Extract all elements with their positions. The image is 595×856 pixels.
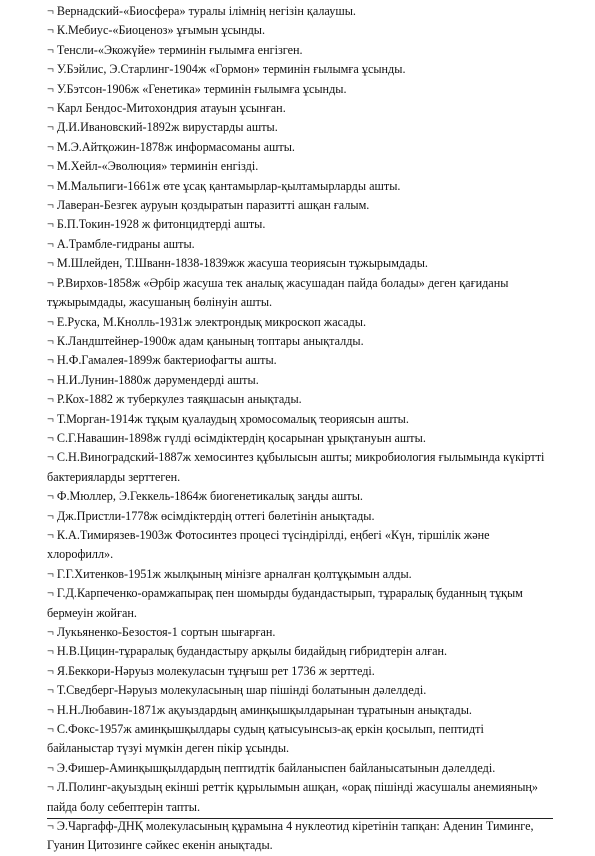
list-item-text: Р.Кох-1882 ж туберкулез таяқшасын анықтады. — [56, 392, 302, 407]
list-item — [47, 584, 551, 623]
list-item-text: Дж.Пристли-1778ж өсімдіктердің оттегі бөлетінін анықтады. — [56, 508, 375, 523]
list-item-text: К.Мебиус-«Биоценоз» ұғымын ұсынды. — [56, 23, 266, 38]
bullet-icon: ¬ — [47, 586, 54, 601]
list-item-text: К.А.Тимирязев-1903ж Фотосинтез процесі түсіндірілді, еңбегі «Күн, тіршілік және хлорофилл». — [47, 527, 490, 562]
list-item-text: Карл Бендос-Митохондрия атауын ұсынған. — [56, 101, 286, 116]
list-item-text: Лаверан-Безгек ауруын қоздыратын паразитті ашқан ғалым. — [56, 198, 370, 213]
bullet-icon: ¬ — [47, 353, 54, 368]
list-item — [47, 778, 551, 817]
list-item — [47, 99, 551, 118]
list-item — [47, 448, 551, 487]
list-item — [47, 118, 551, 137]
list-item-text: С.Фокс-1957ж аминқышқылдары судың қатысуынсыз-ақ еркін қосылып, пептидті байланыстар түзуі мүмкін деген пікір ұсынды. — [47, 722, 484, 756]
list-item-text: Б.П.Токин-1928 ж фитонцидтерді ашты. — [56, 217, 266, 232]
list-item-text: С.Г.Навашин-1898ж гүлді өсімдіктердің қосарынан ұрықтануын ашты. — [56, 430, 426, 445]
list-item-text: Т.Сведберг-Нәруыз молекуласының шар пішінді болатынын дәлелдеді. — [56, 683, 427, 698]
bullet-icon: ¬ — [47, 450, 54, 465]
bullet-icon: ¬ — [47, 256, 54, 271]
bullet-icon: ¬ — [47, 430, 54, 445]
bullet-icon: ¬ — [47, 566, 54, 581]
list-item-text: Лукьяненко-Безостоя-1 сортын шығарған. — [56, 625, 276, 639]
bullet-icon: ¬ — [47, 23, 54, 38]
list-item — [47, 720, 551, 759]
bullet-icon: ¬ — [47, 139, 54, 154]
bullet-icon: ¬ — [47, 120, 54, 135]
list-item — [47, 817, 551, 856]
list-item-text: У.Бэтсон-1906ж «Генетика» терминін ғылымға ұсынды. — [56, 81, 347, 96]
bullet-icon: ¬ — [47, 236, 54, 251]
bullet-icon: ¬ — [47, 159, 54, 174]
list-item-text: Н.Н.Любавин-1871ж ақуыздардың аминқышқылдарынан тұратынын анықтады. — [56, 702, 472, 717]
list-item-text: У.Бэйлис, Э.Старлинг-1904ж «Гормон» терминін ғылымға ұсынды. — [56, 62, 406, 77]
bullet-icon: ¬ — [47, 178, 54, 193]
bullet-icon: ¬ — [47, 42, 54, 57]
list-item-text: М.Мальпиги-1661ж өте ұсақ қантамырлар-қылтамырларды ашты. — [56, 178, 401, 193]
list-item-text: Г.Д.Карпеченко-орамжапырақ пен шомырды будандастырып, тұраралық буданның тұқым бермеуін жойған. — [47, 586, 523, 620]
list-item-text: Тенсли-«Экожүйе» терминін ғылымға енгізген. — [56, 42, 303, 57]
list-item-text: Н.И.Лунин-1880ж дәрумендерді ашты. — [56, 372, 259, 387]
list-item-text: Н.Ф.Гамалея-1899ж бактериофагты ашты. — [56, 353, 277, 368]
list-item-text: Л.Полинг-ақуыздың екінші реттік құрылымын ашқан, «орақ пішінді жасушалы анемияның» пайда болу себептерін тапты. — [47, 780, 539, 814]
list-item-text: М.Э.Айтқожин-1878ж информасоманы ашты. — [56, 139, 295, 154]
bullet-icon: ¬ — [47, 722, 54, 737]
list-item — [47, 41, 551, 60]
list-item — [47, 60, 551, 79]
bullet-icon: ¬ — [47, 4, 54, 18]
bullet-icon: ¬ — [47, 625, 54, 639]
list-item — [47, 410, 551, 429]
bullet-icon: ¬ — [47, 644, 54, 659]
list-item-text: К.Ландштейнер-1900ж адам қанының топтары анықталды. — [56, 333, 364, 348]
list-item — [47, 623, 551, 642]
list-item — [47, 701, 551, 720]
list-item-text: М.Шлейден, Т.Шванн-1838-1839жж жасуша теориясын тұжырымдады. — [56, 256, 428, 271]
bullet-icon: ¬ — [47, 217, 54, 232]
list-item — [47, 526, 551, 565]
list-item-text: Вернадский-«Биосфера» туралы ілімнің негізін қалаушы. — [56, 4, 356, 18]
list-item — [47, 759, 551, 778]
item-list — [47, 2, 551, 856]
list-item — [47, 642, 551, 661]
bullet-icon: ¬ — [47, 81, 54, 96]
list-item — [47, 507, 551, 526]
bullet-icon: ¬ — [47, 314, 54, 329]
bullet-icon: ¬ — [47, 489, 54, 504]
bullet-icon: ¬ — [47, 819, 54, 834]
list-item — [47, 565, 551, 584]
bullet-icon: ¬ — [47, 683, 54, 698]
list-item-text: Э.Чаргафф-ДНҚ молекуласының құрамына 4 нуклеотид кіретінін тапқан: Аденин Тиминге, Гуанин Цитозинге сәйкес екенін анықтады. — [47, 819, 534, 853]
bullet-icon: ¬ — [47, 372, 54, 387]
list-item-text: Т.Морган-1914ж тұқым қуалаудың хромосомалық теориясын ашты. — [56, 411, 409, 426]
bullet-icon: ¬ — [47, 702, 54, 717]
list-item — [47, 138, 551, 157]
list-item-text: Р.Вирхов-1858ж «Әрбір жасуша тек аналық жасушадан пайда болады» деген қағиданы тұжырымдады, жасушаның бөлінуін ашты. — [47, 275, 509, 310]
list-item — [47, 177, 551, 196]
bullet-icon: ¬ — [47, 333, 54, 348]
bullet-icon: ¬ — [47, 198, 54, 213]
list-item-text: Д.И.Ивановский-1892ж вирустарды ашты. — [56, 120, 278, 135]
list-item — [47, 215, 551, 234]
list-item-text: А.Трамбле-гидраны ашты. — [56, 236, 195, 251]
bullet-icon: ¬ — [47, 527, 54, 542]
list-item — [47, 21, 551, 40]
bullet-icon: ¬ — [47, 780, 54, 795]
list-item — [47, 487, 551, 506]
bullet-icon: ¬ — [47, 760, 54, 775]
list-item — [47, 662, 551, 681]
list-item — [47, 254, 551, 273]
list-item — [47, 429, 551, 448]
list-item-text: Я.Беккори-Нәруыз молекуласын тұңғыш рет 1736 ж зерттеді. — [56, 663, 375, 678]
list-item — [47, 332, 551, 351]
list-item-text: М.Хейл-«Эволюция» терминін енгізді. — [56, 159, 259, 174]
list-item — [47, 371, 551, 390]
list-item — [47, 390, 551, 409]
list-item-text: Е.Руска, М.Кнолль-1931ж электрондық микроскоп жасады. — [56, 314, 367, 329]
list-item-text: Э.Фишер-Аминқышқылдардың пептидтік байланыспен байланысатынын дәлелдеді. — [56, 760, 496, 775]
list-item-text: Ф.Мюллер, Э.Геккель-1864ж биогенетикалық заңды ашты. — [56, 489, 363, 504]
bullet-icon: ¬ — [47, 275, 54, 290]
list-item — [47, 681, 551, 700]
list-item — [47, 351, 551, 370]
bullet-icon: ¬ — [47, 101, 54, 116]
list-item — [47, 235, 551, 254]
bullet-icon: ¬ — [47, 392, 54, 407]
list-item-text: С.Н.Виноградский-1887ж хемосинтез құбылысын ашты; микробиология ғылымында күкіртті бактерияларды зерттеген. — [47, 450, 545, 484]
footer-rule — [47, 818, 553, 819]
list-item — [47, 196, 551, 215]
list-item — [47, 2, 551, 21]
bullet-icon: ¬ — [47, 62, 54, 77]
list-item — [47, 313, 551, 332]
bullet-icon: ¬ — [47, 508, 54, 523]
bullet-icon: ¬ — [47, 411, 54, 426]
list-item — [47, 157, 551, 176]
list-item — [47, 274, 551, 313]
list-item-text: Н.В.Цицин-тұраралық будандастыру арқылы бидайдың гибридтерін алған. — [56, 644, 448, 659]
bullet-icon: ¬ — [47, 663, 54, 678]
list-item — [47, 80, 551, 99]
list-item-text: Г.Г.Хитенков-1951ж жылқының мінізге арналған қолтұқымын алды. — [56, 566, 412, 581]
